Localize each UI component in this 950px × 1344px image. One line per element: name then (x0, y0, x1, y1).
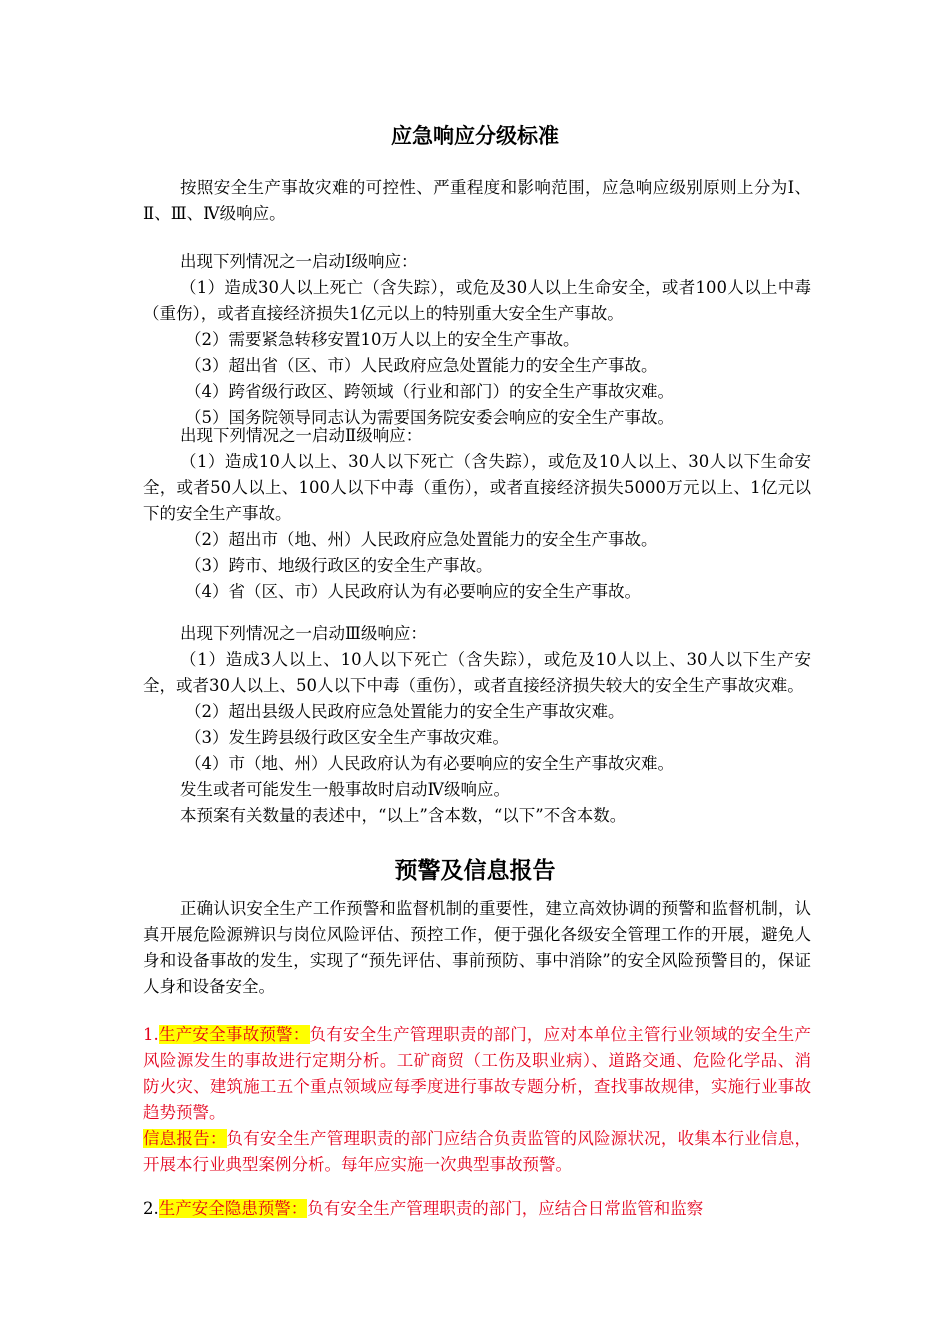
section-2-label: 生产安全隐患预警： (158, 1199, 308, 1218)
level3-item-1: （1）造成3人以上、10人以下死亡（含失踪），或危及10人以上、30人以下生产安全，或者30人以上、50人以下中毒（重伤），或者直接经济损失较大的安全生产事故灾难。 (143, 650, 811, 695)
level1-item-2: （2）需要紧急转移安置10万人以上的安全生产事故。 (185, 330, 580, 349)
level3-lead: 出现下列情况之一启动Ⅲ级响应： (180, 624, 427, 643)
level1-item-1: （1）造成30人以上死亡（含失踪），或危及30人以上生命安全，或者100人以上中毒（重伤），或者直接经济损失1亿元以上的特别重大安全生产事故。 (143, 278, 811, 323)
level1-item-5: （5）国务院领导同志认为需要国务院安委会响应的安全生产事故。 (185, 408, 674, 427)
info-report-label: 信息报告： (143, 1129, 227, 1148)
heading-warning-reporting: 预警及信息报告 (394, 858, 556, 884)
info-report-text: 负有安全生产管理职责的部门应结合负责监管的风险源状况，收集本行业信息，开展本行业典型案例分析。每年应实施一次典型事故预警。 (143, 1129, 812, 1174)
level2-item-2: （2）超出市（地、州）人民政府应急处置能力的安全生产事故。 (185, 530, 658, 549)
intro-paragraph: 按照安全生产事故灾难的可控性、严重程度和影响范围，应急响应级别原则上分为Ⅰ、Ⅱ、Ⅲ、Ⅳ级响应。 (143, 178, 811, 223)
quantity-note: 本预案有关数量的表述中，“以上”含本数，“以下”不含本数。 (180, 806, 627, 825)
level1-item-3: （3）超出省（区、市）人民政府应急处置能力的安全生产事故。 (185, 356, 658, 375)
section-1-accident-warning (143, 1022, 811, 1178)
level2-section (143, 423, 811, 605)
level1-item-4: （4）跨省级行政区、跨领域（行业和部门）的安全生产事故灾难。 (185, 382, 674, 401)
section-2-number: 2. (143, 1199, 159, 1218)
level3-item-3: （3）发生跨县级行政区安全生产事故灾难。 (185, 728, 509, 747)
section-1-text: 负有安全生产管理职责的部门，应对本单位主管行业领域的安全生产风险源发生的事故进行定期分析。工矿商贸（工伤及职业病）、道路交通、危险化学品、消防火灾、建筑施工五个重点领域应每季度进行事故专题分析，查找事故规律，实施行业事故趋势预警。 (143, 1025, 812, 1122)
level1-section (143, 249, 811, 431)
level2-item-1: （1）造成10人以上、30人以下死亡（含失踪），或危及10人以上、30人以下生命安全，或者50人以上、100人以下中毒（重伤），或者直接经济损失5000万元以上、1亿元以下的安全生产事故。 (143, 452, 811, 523)
level4-line: 发生或者可能发生一般事故时启动Ⅳ级响应。 (180, 780, 510, 799)
level2-item-3: （3）跨市、地级行政区的安全生产事故。 (185, 556, 493, 575)
section-1-number: 1. (143, 1025, 159, 1044)
warning-intro-paragraph: 正确认识安全生产工作预警和监督机制的重要性，建立高效协调的预警和监督机制，认真开展危险源辨识与岗位风险评估、预控工作，便于强化各级安全管理工作的开展，避免人身和设备事故的发生，实现了“预先评估、事前预防、事中消除”的安全风险预警目的，保证人身和设备安全。 (143, 899, 811, 996)
level2-item-4: （4）省（区、市）人民政府认为有必要响应的安全生产事故。 (185, 582, 641, 601)
heading-response-levels: 应急响应分级标准 (391, 124, 559, 148)
level1-lead: 出现下列情况之一启动Ⅰ级响应： (180, 252, 418, 271)
level3-section (143, 621, 811, 829)
section-2-hazard-warning (143, 1196, 811, 1222)
section-2-text: 负有安全生产管理职责的部门，应结合日常监管和监察 (307, 1199, 704, 1218)
level3-item-2: （2）超出县级人民政府应急处置能力的安全生产事故灾难。 (185, 702, 625, 721)
section-1-label: 生产安全事故预警： (158, 1025, 310, 1044)
level2-lead: 出现下列情况之一启动Ⅱ级响应： (180, 426, 423, 445)
level3-item-4: （4）市（地、州）人民政府认为有必要响应的安全生产事故灾难。 (185, 754, 674, 773)
